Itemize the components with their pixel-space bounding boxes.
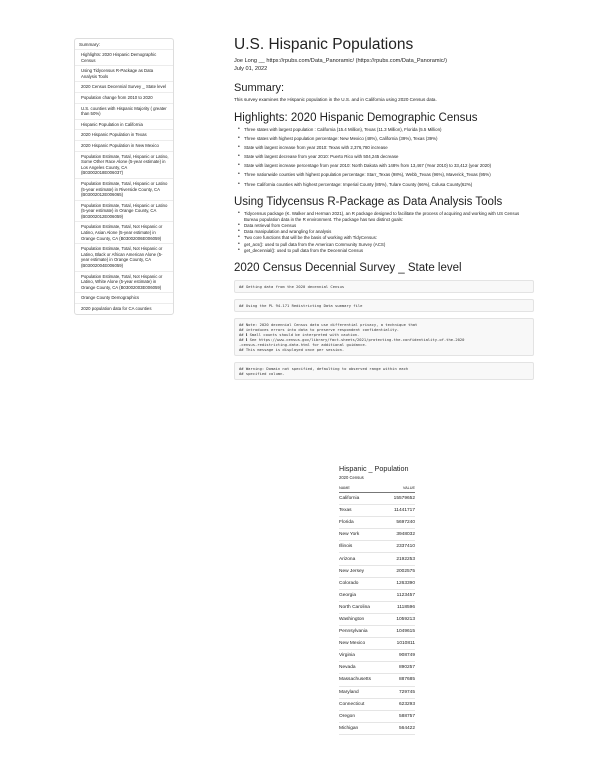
table-of-contents [74, 38, 174, 315]
state-name-cell: Texas [339, 505, 385, 517]
date-line: July 01, 2022 [234, 66, 268, 72]
table-row [339, 577, 415, 589]
table-row [339, 650, 415, 662]
state-name-cell: Pennsylvania [339, 626, 385, 638]
code-output-area [234, 280, 534, 380]
code-output-block: ## Note: 2020 decennial Census data use differential privacy, a technique that ## introduces errors into data to preserve respondent confidentiality. ## ℹ Small counts should be interpreted with caution. ## ℹ See https://www.census.gov/library/fact-sheets/2021/protecting-the-confidentiality-of-the-2020 -census-redistricting-data.html for additional guidance. ## This message is displayed once per session. [234, 318, 534, 356]
table-row [339, 674, 415, 686]
state-name-cell: Florida [339, 517, 385, 529]
toc-item[interactable]: 2020 Census Decennial Survey _ State level [75, 81, 173, 92]
code-output-block: ## Getting data from the 2020 decennial Census [234, 280, 534, 293]
tidycensus-heading: Using Tidycensus R-Package as Data Analysis Tools [234, 196, 503, 209]
state-name-cell: Virginia [339, 650, 385, 662]
tidycensus-item: • get_acs(): used to pull data from the American Community Survey (ACS) [238, 242, 534, 248]
hispanic-population-table [339, 464, 419, 735]
toc-item[interactable]: Population Estimate, Total, Not Hispanic or Latino, Black or African American Alone (5-year estimate) in Orange County, CA (B03002004E006059) [75, 243, 173, 270]
highlight-item: • Three states with highest population percentage: New Mexico (48%), California (39%), Texas (39%) [238, 136, 534, 142]
table-body [339, 493, 415, 735]
tidycensus-item: • Tidycensus package (K. Walker and Herman 2021), an R package designed to facilitate the process of acquiring and working with US Census Bureau population data in the R environment. The package has two distinct goals: [238, 211, 534, 222]
toc-item-summary[interactable]: Summary: [79, 42, 100, 47]
toc-item[interactable]: Highlights: 2020 Hispanic Demographic Census [75, 49, 173, 65]
population-value-cell: 1263390 [385, 577, 415, 589]
document-body [234, 36, 534, 380]
toc-item[interactable]: Using Tidycensus R-Package as Data Analysis Tools [75, 65, 173, 81]
highlight-item: • Three states with largest population : California (15.4 Million), Texas (11.3 Million), Florida (5.5 Million) [238, 127, 534, 133]
toc-item[interactable]: Population Estimate, Total, Hispanic or Latino (5-year estimate) in Riverside County, CA (B03002012E006065) [75, 178, 173, 200]
state-name-cell: Massachusetts [339, 674, 385, 686]
table-row [339, 613, 415, 625]
state-name-cell: Washington [339, 613, 385, 625]
table-row [339, 553, 415, 565]
toc-item[interactable]: 2020 Hispanic Population in Texas [75, 129, 173, 140]
population-value-cell: 588757 [385, 710, 415, 722]
population-value-cell: 908749 [385, 650, 415, 662]
summary-text: This survey examines the Hispanic population in the U.S. and in California using 2020 Census data. [234, 97, 437, 102]
population-value-cell: 3948032 [385, 529, 415, 541]
toc-item[interactable]: Population Estimate, Total, Hispanic or Latino, Some Other Race Alone (5-year estimate) in Los Angeles County, CA (B03002018E006037) [75, 151, 173, 178]
author-line[interactable]: Joe Long __ https://rpubs.com/Data_Panoramic/ (https://rpubs.com/Data_Panoramic/) [234, 58, 447, 64]
state-name-cell: Georgia [339, 589, 385, 601]
state-name-cell: Nevada [339, 662, 385, 674]
table-header-row [339, 484, 415, 493]
toc-item[interactable]: Population Estimate, Total, Not Hispanic or Latino, Asian Alone (5-year estimate) in Orange County, CA (B03002006E006059) [75, 221, 173, 243]
table-row [339, 638, 415, 650]
table-title: Hispanic _ Population [339, 464, 409, 473]
population-value-cell: 564422 [385, 722, 415, 734]
table-row [339, 541, 415, 553]
table-row [339, 662, 415, 674]
state-name-cell: Illinois [339, 541, 385, 553]
decennial-heading: 2020 Census Decennial Survey _ State level [234, 262, 462, 275]
population-value-cell: 1118596 [385, 601, 415, 613]
table-row [339, 493, 415, 505]
table-row [339, 626, 415, 638]
highlight-item: • Three nationwide counties with highest population percentage: Starr_Texas (98%), Webb_Texas (96%), Maverick_Texas (95%) [238, 172, 534, 178]
highlights-list [238, 127, 534, 187]
population-value-cell: 890257 [385, 662, 415, 674]
population-value-cell: 1059213 [385, 613, 415, 625]
column-header-value: VALUE [385, 484, 415, 493]
state-name-cell: Oregon [339, 710, 385, 722]
state-name-cell: Arizona [339, 553, 385, 565]
population-value-cell: 729745 [385, 686, 415, 698]
table-row [339, 505, 415, 517]
table-row [339, 529, 415, 541]
toc-item[interactable]: Population Estimate, Total, Hispanic or Latino (5-year estimate) in Orange County, CA (B03002012E006059) [75, 200, 173, 222]
highlight-item: • State with largest increase percentage from year 2010: North Dakota with 148% from 13,467 (Year 2010) to 33,412 (year 2020) [238, 163, 534, 169]
state-name-cell: New York [339, 529, 385, 541]
summary-heading: Summary: [234, 82, 285, 94]
state-name-cell: Michigan [339, 722, 385, 734]
table-row [339, 722, 415, 734]
toc-item[interactable]: Population Estimate, Total, Not Hispanic or Latino, White Alone (5-year estimate) in Orange County, CA (B03002003E006059) [75, 271, 173, 293]
toc-item[interactable]: Hispanic Population in California [75, 119, 173, 130]
code-output-block: ## Warning: Domain not specified, defaulting to observed range within each ## specified column. [234, 362, 534, 380]
population-value-cell: 15579652 [385, 493, 415, 505]
state-name-cell: New Mexico [339, 638, 385, 650]
population-value-cell: 887685 [385, 674, 415, 686]
tidycensus-list [238, 211, 534, 253]
state-name-cell: Connecticut [339, 698, 385, 710]
state-name-cell: Maryland [339, 686, 385, 698]
population-value-cell: 1010811 [385, 638, 415, 650]
table-row [339, 710, 415, 722]
state-name-cell: New Jersey [339, 565, 385, 577]
population-value-cell: 1049615 [385, 626, 415, 638]
highlights-heading: Highlights: 2020 Hispanic Demographic Census [234, 112, 478, 124]
column-header-name: NAME [339, 484, 385, 493]
state-name-cell: North Carolina [339, 601, 385, 613]
population-value-cell: 2002575 [385, 565, 415, 577]
state-name-cell: California [339, 493, 385, 505]
toc-item[interactable]: 2020 population data for CA counties [75, 303, 173, 314]
toc-items [75, 49, 173, 314]
tidycensus-item: • Two core functions that will be the basis of working with TidyCensus: [238, 235, 534, 241]
highlight-item: • Three California counties with highest percentage: Imperial County (85%), Tulare County (66%), Colusa County(62%) [238, 182, 534, 188]
table-row [339, 589, 415, 601]
toc-item[interactable]: 2020 Hispanic Population in New Mexico [75, 140, 173, 151]
population-value-cell: 623293 [385, 698, 415, 710]
population-value-cell: 2192253 [385, 553, 415, 565]
table-row [339, 517, 415, 529]
page-title: U.S. Hispanic Populations [234, 36, 414, 53]
table-row [339, 698, 415, 710]
table-row [339, 601, 415, 613]
population-value-cell: 11441717 [385, 505, 415, 517]
population-table [339, 484, 415, 735]
tidycensus-item: • Data retrieval from Census [238, 223, 534, 229]
highlight-item: • State with largest decrease from year 2010: Puerto Rico with 504,245 decrease [238, 154, 534, 160]
code-output-block: ## Using the PL 94-171 Redistricting Data summary file [234, 299, 534, 312]
toc-item[interactable]: Orange County Demographics [75, 292, 173, 303]
tidycensus-item: • Data manipulation and wrangling for analysis [238, 229, 534, 235]
table-row [339, 565, 415, 577]
toc-item[interactable]: Population change from 2010 to 2020 [75, 92, 173, 103]
table-row [339, 686, 415, 698]
tidycensus-item: • get_decennial(): used to pull data from the Decennial Census [238, 248, 534, 254]
population-value-cell: 5697240 [385, 517, 415, 529]
population-value-cell: 2337410 [385, 541, 415, 553]
population-value-cell: 1123457 [385, 589, 415, 601]
state-name-cell: Colorado [339, 577, 385, 589]
toc-item[interactable]: U.S. counties with Hispanic Majority ( greater than 50%) [75, 103, 173, 119]
highlight-item: • State with largest increase from year 2010: Texas with 2,376,780 increase [238, 145, 534, 151]
table-subtitle: 2020 Census [339, 475, 364, 480]
